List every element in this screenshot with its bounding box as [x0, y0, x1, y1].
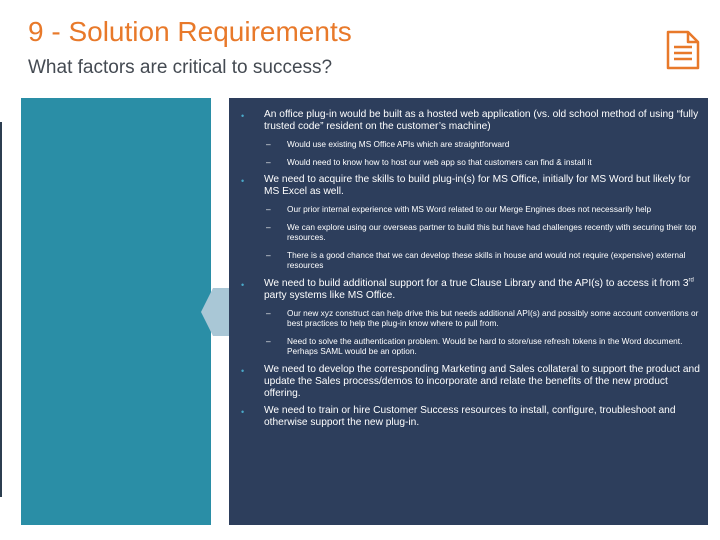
bullet-text: We need to build additional support for a true Clause Library and the API(s) to access it from 3rd party systems like MS Office. [264, 277, 694, 301]
sub-item [264, 250, 706, 271]
bullet-dot-icon: • [241, 279, 245, 290]
sub-item [264, 139, 706, 150]
dash-icon: – [266, 221, 271, 232]
bullet-item [229, 174, 708, 271]
sub-text: Our prior internal experience with MS Word related to our Merge Engines does not necessarily help [287, 204, 652, 214]
bullet-dot-icon: • [241, 111, 245, 121]
document-icon [666, 30, 700, 70]
dash-icon: – [266, 156, 271, 167]
slide-title: 9 - Solution Requirements [28, 16, 352, 47]
bullet-dot-icon: • [241, 176, 245, 186]
bullet-text: We need to develop the corresponding Marketing and Sales collateral to support the product and update the Sales process/demos to incorporate and relate the benefits of the new product offering. [264, 363, 700, 399]
dash-icon: – [266, 139, 271, 149]
bullet-text: An office plug-in would be built as a hosted web application (vs. old school method of using “fully trusted code” resident on the customer’s machine) [264, 109, 699, 132]
bullet-item [229, 364, 708, 400]
bullet-item [229, 278, 708, 357]
requirements-panel [229, 98, 708, 525]
bullet-dot-icon: • [241, 365, 245, 376]
sub-item [264, 308, 706, 329]
sub-item [264, 157, 706, 168]
dash-icon: – [266, 335, 271, 346]
bullet-dot-icon: • [241, 406, 245, 417]
chevron-left-icon [199, 286, 231, 338]
slide-subtitle: What factors are critical to success? [28, 57, 333, 78]
sub-item [264, 204, 706, 215]
sub-text: Need to solve the authentication problem. Would be hard to store/use refresh tokens in the Word document. Perhaps SAML would be an option. [287, 335, 683, 356]
sub-item [264, 222, 706, 243]
sub-text: We can explore using our overseas partner to build this but have had challenges recently with securing their top resources. [287, 221, 697, 242]
dash-icon: – [266, 307, 271, 318]
dash-icon: – [266, 249, 271, 260]
sub-text: Would use existing MS Office APIs which are straightforward [287, 139, 510, 149]
bullet-text: We need to acquire the skills to build plug-in(s) for MS Office, initially for MS Word but likely for MS Excel as well. [264, 174, 691, 197]
bullet-item [229, 405, 708, 429]
sub-text: Would need to know how to host our web app so that customers can find & install it [287, 156, 592, 167]
sub-item [264, 336, 706, 357]
dash-icon: – [266, 204, 271, 214]
bullet-item [229, 109, 708, 167]
left-accent-line [0, 122, 2, 497]
superscript: rd [688, 277, 694, 284]
sub-text: There is a good chance that we can develop these skills in house and would not require (expensive) external resources [287, 249, 686, 270]
bullet-text: We need to train or hire Customer Success resources to install, configure, troubleshoot and otherwise support the new plug-in. [264, 404, 676, 428]
sub-text: Our new xyz construct can help drive this but needs additional API(s) and possibly some account conventions or best practices to help the plug-in know where to pull from. [287, 307, 699, 328]
left-panel [21, 98, 211, 525]
requirements-list [229, 109, 708, 429]
